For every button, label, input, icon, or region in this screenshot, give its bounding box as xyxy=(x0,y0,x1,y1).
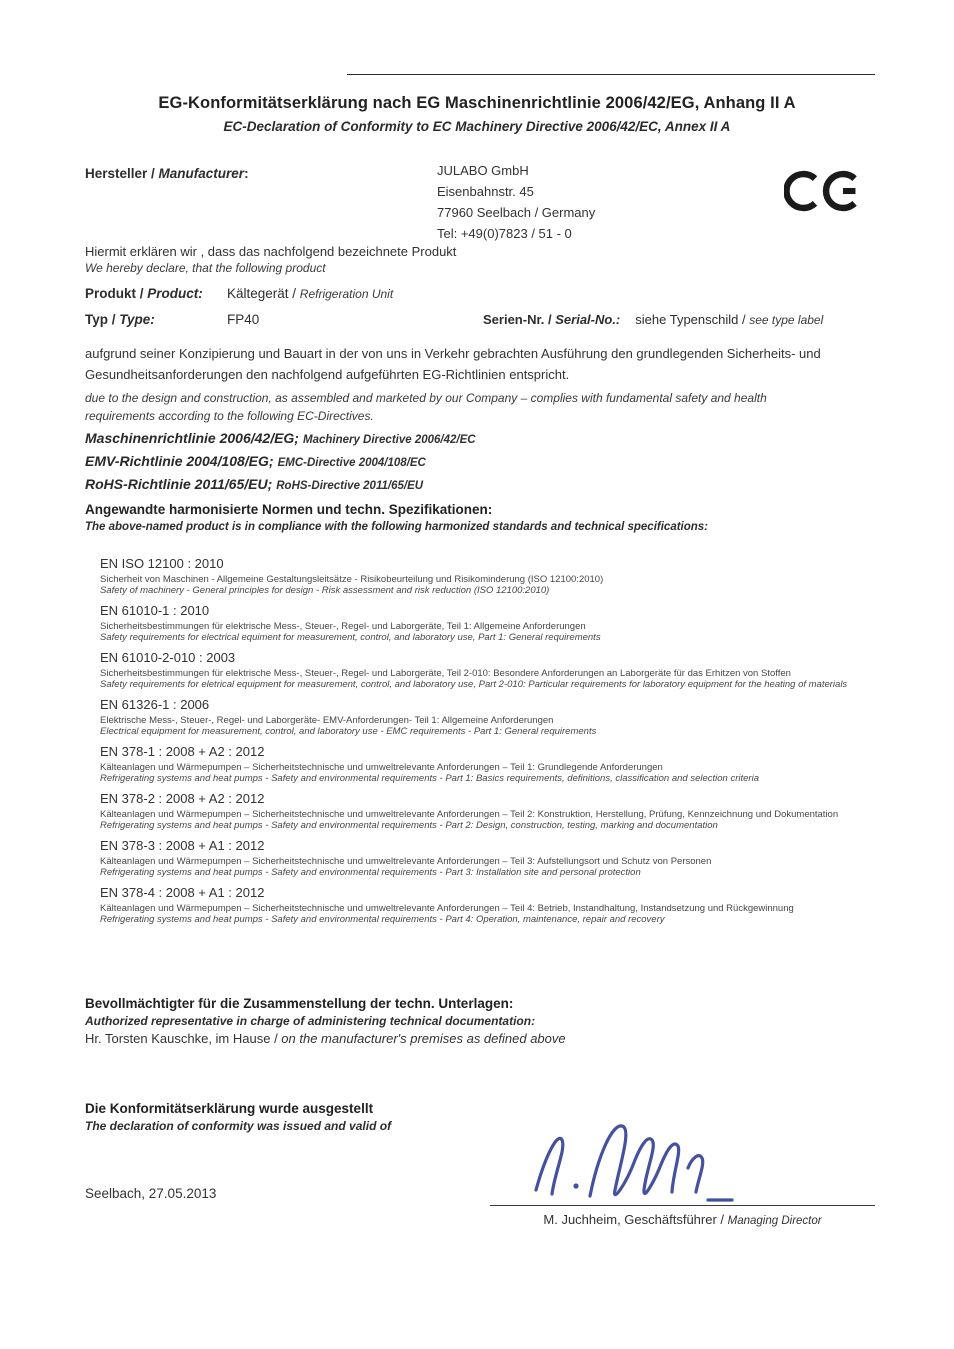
directive-line xyxy=(85,428,476,451)
standard-code: EN 61010-2-010 : 2003 xyxy=(100,650,236,665)
ce-c-glyph xyxy=(786,174,815,208)
signature-stroke-2 xyxy=(590,1126,679,1196)
representative-person-en: on the manufacturer's premises as defined above xyxy=(281,1031,566,1046)
basis-paragraph-en: due to the design and construction, as assembled and marketed by our Company – complies with fundamental safety and health requirements according to the following EC-Directives. xyxy=(85,391,767,423)
signature-stroke-1 xyxy=(536,1138,563,1194)
place-date: Seelbach, 27.05.2013 xyxy=(85,1186,217,1201)
representative-person xyxy=(85,1030,865,1048)
standard-desc-en: Safety requirements for eletrical equipment for measurement, control, and laboratory use, Part 2-010: Particular requirements for laboratory equipment for the heating of materials xyxy=(100,679,848,690)
product-row xyxy=(85,286,393,301)
serial-label-en: Serial-No.: xyxy=(555,312,621,327)
signatory-name: M. Juchheim, Geschäftsführer / xyxy=(543,1212,728,1227)
type-row xyxy=(85,312,824,327)
standard-code: EN ISO 12100 : 2010 xyxy=(100,556,224,571)
standard-code: EN 378-4 : 2008 + A1 : 2012 xyxy=(100,885,265,900)
document-title-en: EC-Declaration of Conformity to EC Machinery Directive 2006/42/EC, Annex II A xyxy=(223,119,731,134)
signature-line xyxy=(490,1205,875,1206)
standard-desc-de: Kälteanlagen und Wärmepumpen – Sicherheitstechnische und umweltrelevante Anforderungen – Teil 2: Konstruktion, Herstellung, Prüfung, Kennzeichnung und Dokumentation xyxy=(100,809,839,820)
product-value-en: Refrigeration Unit xyxy=(299,287,394,301)
standard-code: EN 378-3 : 2008 + A1 : 2012 xyxy=(100,838,265,853)
type-label-en: Type: xyxy=(119,312,155,327)
representative-heading-de: Bevollmächtigter für die Zusammenstellung der techn. Unterlagen: xyxy=(85,996,514,1011)
directive-line xyxy=(85,474,476,497)
standard-code: EN 61010-1 : 2010 xyxy=(100,603,210,618)
manufacturer-street: Eisenbahnstr. 45 xyxy=(437,184,534,199)
manufacturer-phone: Tel: +49(0)7823 / 51 - 0 xyxy=(437,226,572,241)
standards-list xyxy=(100,556,860,932)
standard-desc-en: Refrigerating systems and heat pumps - Safety and environmental requirements - Part 2: Design, construction, testing, marking and documentation xyxy=(100,820,718,831)
type-label xyxy=(85,312,227,327)
declaration-intro-en: We hereby declare, that the following product xyxy=(85,261,326,275)
directive-en: EMC-Directive 2004/108/EC xyxy=(277,457,426,469)
representative-block xyxy=(85,995,865,1048)
representative-heading-en: Authorized representative in charge of administering technical documentation: xyxy=(85,1014,536,1028)
directive-de: RoHS-Richtlinie 2011/65/EU; xyxy=(85,476,273,492)
serial-label-de: Serien-Nr. / xyxy=(483,312,556,327)
directive-en: Machinery Directive 2006/42/EC xyxy=(302,434,476,446)
standard-code: EN 61326-1 : 2006 xyxy=(100,697,210,712)
standard-code: EN 378-2 : 2008 + A2 : 2012 xyxy=(100,791,265,806)
serial-field xyxy=(483,312,823,327)
basis-paragraph-de: aufgrund seiner Konzipierung und Bauart in der von uns in Verkehr gebrachten Ausführung den grundlegenden Sicherheits- und Gesundheitsanforderungen den nachfolgend aufgeführten EG-Richtlinien entspricht. xyxy=(85,346,821,382)
product-value xyxy=(227,286,393,301)
standard-entry xyxy=(100,744,860,784)
manufacturer-label xyxy=(85,166,249,181)
standard-desc-de: Kälteanlagen und Wärmepumpen – Sicherheitstechnische und umweltrelevante Anforderungen – Teil 4: Betrieb, Instandhaltung, Instandsetzung und Rückgewinnung xyxy=(100,903,794,914)
manufacturer-label-de: Hersteller / xyxy=(85,166,159,181)
issued-heading-en: The declaration of conformity was issued and valid of xyxy=(85,1119,392,1133)
standard-desc-de: Kälteanlagen und Wärmepumpen – Sicherheitstechnische und umweltrelevante Anforderungen – Teil 3: Aufstellungsort und Schutz von Personen xyxy=(100,856,712,867)
signatory-line xyxy=(490,1212,875,1227)
signature xyxy=(522,1112,762,1212)
standards-header-en: The above-named product is in compliance with the following harmonized standards and technical specifications: xyxy=(85,521,709,533)
directive-en: RoHS-Directive 2011/65/EU xyxy=(276,480,424,492)
representative-person-de: Hr. Torsten Kauschke, im Hause / xyxy=(85,1031,282,1046)
manufacturer-name: JULABO GmbH xyxy=(437,163,529,178)
standard-desc-de: Elektrische Mess-, Steuer-, Regel- und Laborgeräte- EMV-Anforderungen- Teil 1: Allgemeine Anforderungen xyxy=(100,715,554,726)
standard-desc-en: Safety of machinery - General principles for design - Risk assessment and risk reduction (ISO 12100:2010) xyxy=(100,585,550,596)
serial-value-de: siehe Typenschild / xyxy=(635,312,750,327)
product-label-en: Product: xyxy=(147,286,203,301)
document-title-de: EG-Konformitätserklärung nach EG Maschinenrichtlinie 2006/42/EG, Anhang II A xyxy=(158,94,796,112)
product-label-de: Produkt / xyxy=(85,286,148,301)
standard-entry xyxy=(100,791,860,831)
directive-de: EMV-Richtlinie 2004/108/EG; xyxy=(85,453,274,469)
serial-value xyxy=(635,312,823,327)
standard-desc-de: Sicherheit von Maschinen - Allgemeine Gestaltungsleitsätze - Risikobeurteilung und Risikominderung (ISO 12100:2010) xyxy=(100,574,604,585)
standard-desc-en: Refrigerating systems and heat pumps - Safety and environmental requirements - Part 1: Basics requirements, definitions, classification and selection criteria xyxy=(100,773,759,784)
product-label xyxy=(85,286,227,301)
declaration-intro xyxy=(85,243,456,276)
directive-de: Maschinenrichtlinie 2006/42/EG; xyxy=(85,430,299,446)
standard-desc-de: Kälteanlagen und Wärmepumpen – Sicherheitstechnische und umweltrelevante Anforderungen – Teil 1: Grundlegende Anforderungen xyxy=(100,762,663,773)
signatory-title-en: Managing Director xyxy=(727,1215,822,1227)
standard-desc-en: Refrigerating systems and heat pumps - Safety and environmental requirements - Part 4: Operation, maintenance, repair and recovery xyxy=(100,914,665,925)
product-value-de: Kältegerät / xyxy=(227,286,300,301)
standard-entry xyxy=(100,697,860,737)
standard-entry xyxy=(100,885,860,925)
standard-desc-en: Electrical equipment for measurement, control, and laboratory use - EMC requirements - Part 1: General requirements xyxy=(100,726,597,737)
standard-desc-de: Sicherheitsbestimmungen für elektrische Mess-, Steuer-, Regel- und Laborgeräte, Teil 1: Allgemeine Anforderungen xyxy=(100,621,586,632)
standard-code: EN 378-1 : 2008 + A2 : 2012 xyxy=(100,744,265,759)
standard-entry xyxy=(100,603,860,643)
directive-line xyxy=(85,451,476,474)
declaration-intro-de: Hiermit erklären wir , dass das nachfolgend bezeichnete Produkt xyxy=(85,244,457,259)
serial-value-en: see type label xyxy=(749,313,824,327)
document-title-block xyxy=(0,94,954,134)
manufacturer-city: 77960 Seelbach / Germany xyxy=(437,205,596,220)
ce-mark-icon xyxy=(784,162,868,225)
basis-paragraph xyxy=(85,343,823,425)
standard-desc-en: Refrigerating systems and heat pumps - Safety and environmental requirements - Part 3: Installation site and personal protection xyxy=(100,867,641,878)
standard-entry xyxy=(100,556,860,596)
signature-dot xyxy=(573,1183,578,1188)
manufacturer-label-en: Manufacturer xyxy=(158,166,245,181)
type-label-de: Typ / xyxy=(85,312,120,327)
signature-stroke-3 xyxy=(688,1156,732,1200)
standard-desc-en: Safety requirements for electrical equiment for measurement, control, and laboratory use, Part 1: General requirements xyxy=(100,632,601,643)
top-rule xyxy=(347,74,875,75)
standard-entry xyxy=(100,838,860,878)
issued-heading-de: Die Konformitätserklärung wurde ausgestellt xyxy=(85,1101,374,1116)
standards-header xyxy=(85,502,865,533)
standard-desc-de: Sicherheitsbestimmungen für elektrische Mess-, Steuer-, Regel- und Laborgeräte, Teil 2-010: Besondere Anforderungen an Laborgeräte für das Erhitzen von Stoffen xyxy=(100,668,791,679)
standards-header-de: Angewandte harmonisierte Normen und techn. Spezifikationen: xyxy=(85,502,493,517)
standard-entry xyxy=(100,650,860,690)
manufacturer-address xyxy=(437,160,595,244)
type-value: FP40 xyxy=(227,312,260,327)
directives-list xyxy=(85,428,476,497)
manufacturer-label-colon: : xyxy=(244,166,249,181)
